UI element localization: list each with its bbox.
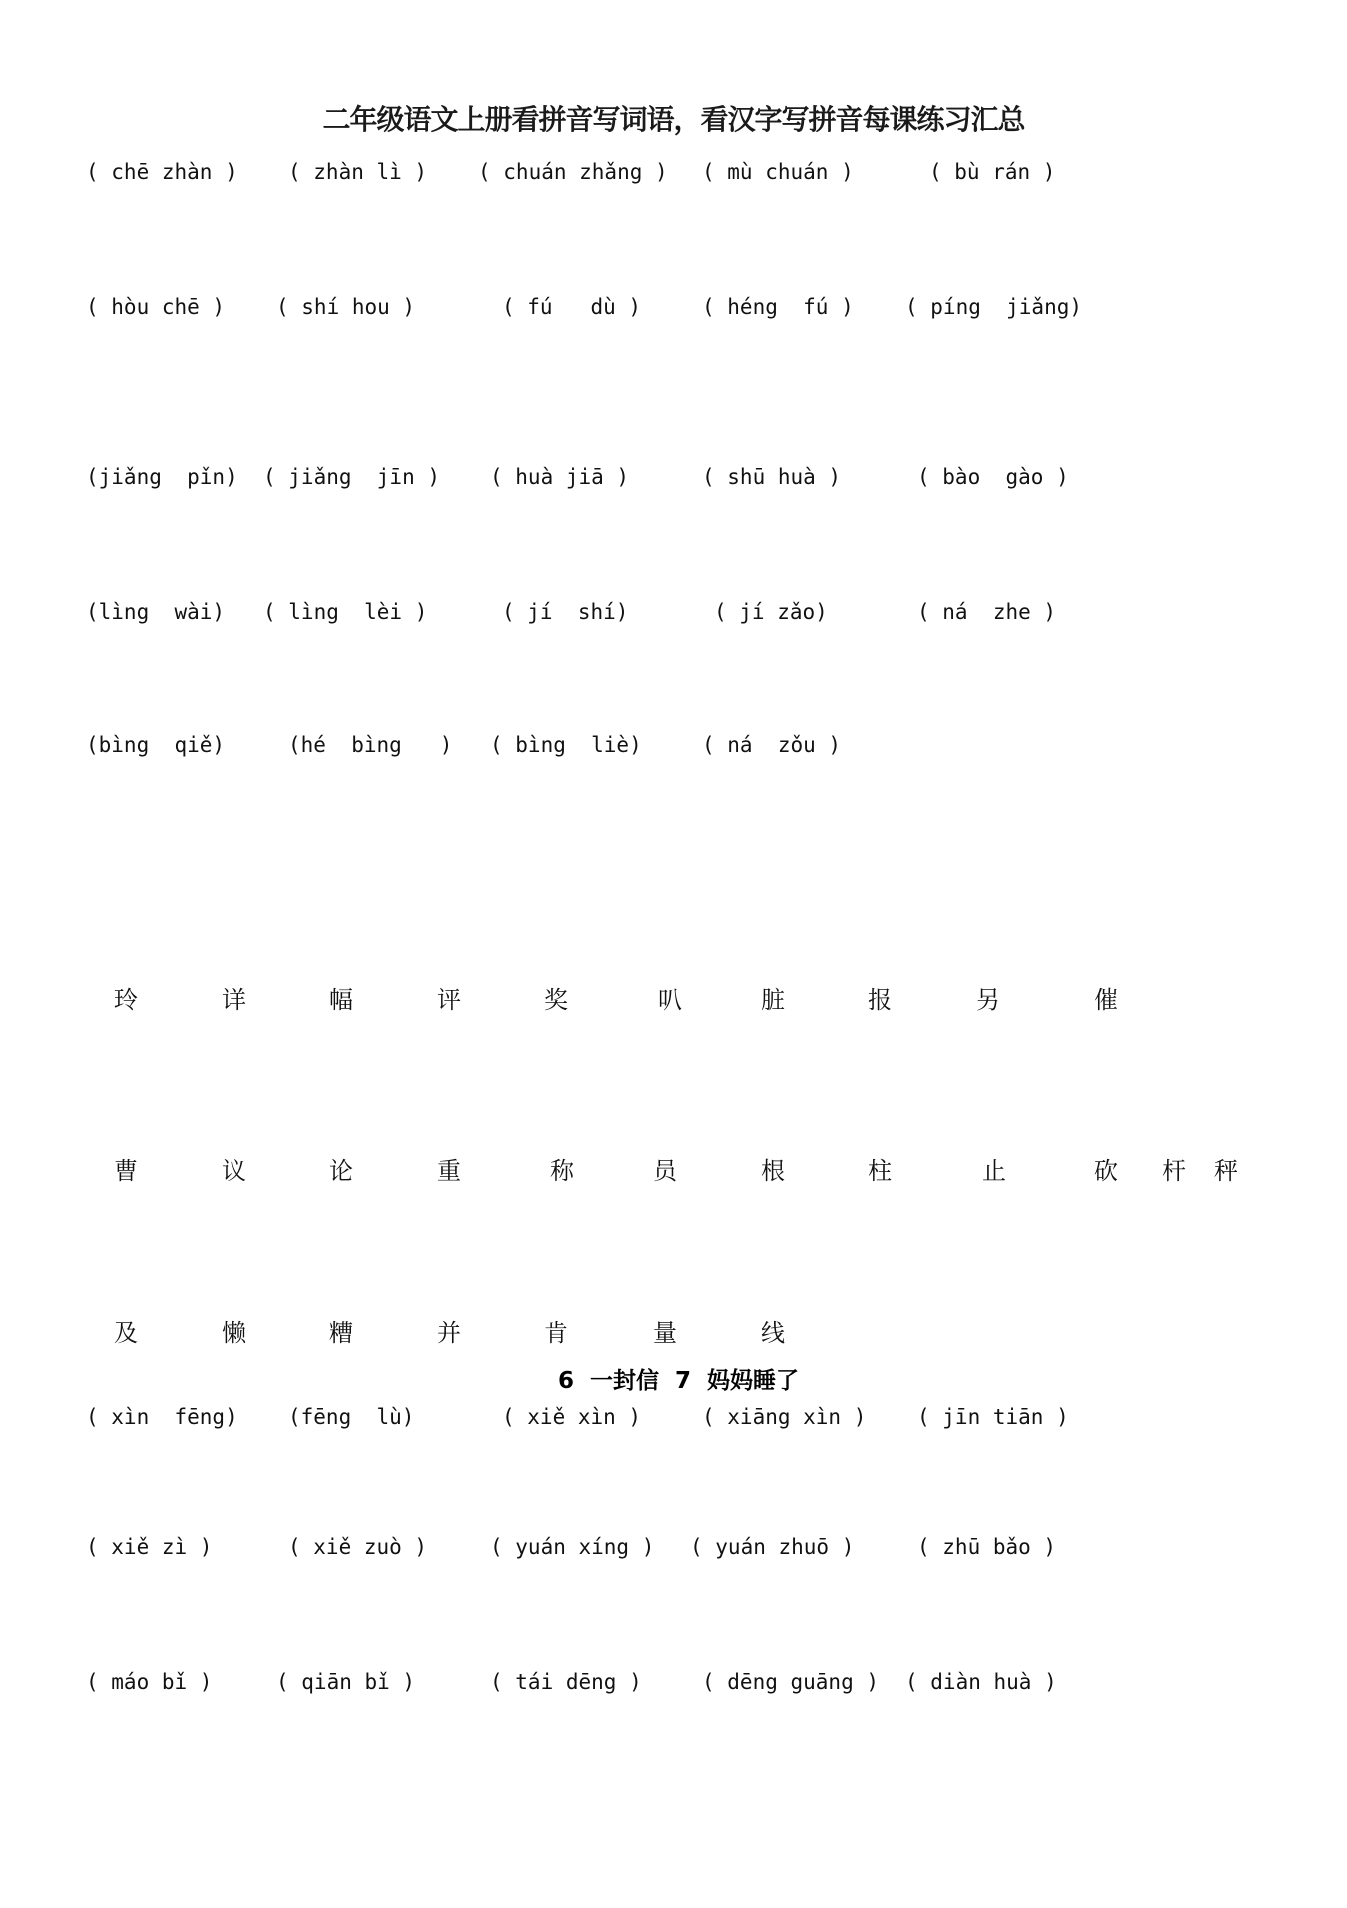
- pinyin-item: ( shí hou ): [276, 295, 416, 319]
- pinyin-item: ( shū huà ): [702, 465, 842, 489]
- hanzi-item: 详: [222, 986, 246, 1014]
- hanzi-item: 脏: [761, 986, 785, 1014]
- hanzi-item: 砍: [1094, 1157, 1118, 1185]
- hanzi-item: 论: [329, 1157, 353, 1185]
- hanzi-item: 催: [1094, 986, 1118, 1014]
- pinyin-item: ( jí zǎo): [714, 600, 828, 624]
- pinyin-item: ( mù chuán ): [702, 160, 854, 184]
- hanzi-item: 懒: [222, 1319, 246, 1347]
- pinyin-item: ( bào gào ): [917, 465, 1069, 489]
- pinyin-item: ( jiǎng jīn ): [263, 465, 441, 489]
- pinyin-item: ( píng jiǎng): [905, 295, 1083, 319]
- pinyin-item: (hé bìng ): [288, 733, 453, 757]
- hanzi-item: 曹: [114, 1157, 138, 1185]
- hanzi-item: 另: [976, 986, 1000, 1014]
- pinyin-item: ( qiān bǐ ): [276, 1670, 416, 1694]
- hanzi-item: 糟: [329, 1319, 353, 1347]
- pinyin-item: ( diàn huà ): [905, 1670, 1057, 1694]
- pinyin-item: ( dēng guāng ): [702, 1670, 880, 1694]
- hanzi-item: 根: [761, 1157, 785, 1185]
- hanzi-item: 玲: [114, 986, 138, 1014]
- pinyin-item: ( ná zhe ): [917, 600, 1057, 624]
- hanzi-item: 奖: [544, 986, 568, 1014]
- hanzi-item: 幅: [329, 986, 353, 1014]
- hanzi-item: 量: [653, 1319, 677, 1347]
- pinyin-item: ( huà jiā ): [490, 465, 630, 489]
- pinyin-item: ( xiě xìn ): [502, 1405, 642, 1429]
- hanzi-item: 线: [761, 1319, 785, 1347]
- pinyin-item: ( máo bǐ ): [86, 1670, 213, 1694]
- pinyin-item: (fēng lù): [288, 1405, 415, 1429]
- hanzi-item: 评: [437, 986, 461, 1014]
- hanzi-item: 柱: [868, 1157, 892, 1185]
- pinyin-item: ( xiě zuò ): [288, 1535, 428, 1559]
- hanzi-item: 杆: [1162, 1157, 1186, 1185]
- pinyin-item: (bìng qiě): [86, 733, 226, 757]
- pinyin-item: ( chuán zhǎng ): [478, 160, 668, 184]
- pinyin-item: ( bìng liè): [490, 733, 642, 757]
- pinyin-item: ( chē zhàn ): [86, 160, 238, 184]
- pinyin-item: ( xìn fēng): [86, 1405, 238, 1429]
- pinyin-item: ( jí shí): [502, 600, 629, 624]
- pinyin-item: (jiǎng pǐn): [86, 465, 238, 489]
- pinyin-item: ( jīn tiān ): [917, 1405, 1069, 1429]
- hanzi-item: 重: [437, 1157, 461, 1185]
- hanzi-item: 并: [437, 1319, 461, 1347]
- pinyin-item: ( lìng lèi ): [263, 600, 428, 624]
- pinyin-item: ( zhàn lì ): [288, 160, 428, 184]
- pinyin-item: ( yuán zhuō ): [690, 1535, 855, 1559]
- hanzi-item: 议: [222, 1157, 246, 1185]
- pinyin-item: ( zhū bǎo ): [917, 1535, 1057, 1559]
- hanzi-item: 员: [653, 1157, 677, 1185]
- hanzi-item: 止: [982, 1157, 1006, 1185]
- pinyin-item: ( ná zǒu ): [702, 733, 842, 757]
- pinyin-item: ( xiāng xìn ): [702, 1405, 867, 1429]
- hanzi-item: 及: [114, 1319, 138, 1347]
- pinyin-item: ( fú dù ): [502, 295, 642, 319]
- pinyin-item: (lìng wài): [86, 600, 226, 624]
- document-title: 二年级语文上册看拼音写词语，看汉字写拼音每课练习汇总: [322, 103, 1025, 136]
- pinyin-item: ( xiě zì ): [86, 1535, 213, 1559]
- pinyin-item: ( hòu chē ): [86, 295, 226, 319]
- hanzi-item: 秤: [1214, 1157, 1238, 1185]
- hanzi-item: 称: [550, 1157, 574, 1185]
- hanzi-item: 肯: [544, 1319, 568, 1347]
- section-title: 6 一封信 7 妈妈睡了: [557, 1368, 800, 1394]
- pinyin-item: ( héng fú ): [702, 295, 854, 319]
- hanzi-item: 叭: [658, 986, 682, 1014]
- pinyin-item: ( bù rán ): [929, 160, 1056, 184]
- hanzi-item: 报: [868, 986, 892, 1014]
- pinyin-item: ( tái dēng ): [490, 1670, 642, 1694]
- pinyin-item: ( yuán xíng ): [490, 1535, 655, 1559]
